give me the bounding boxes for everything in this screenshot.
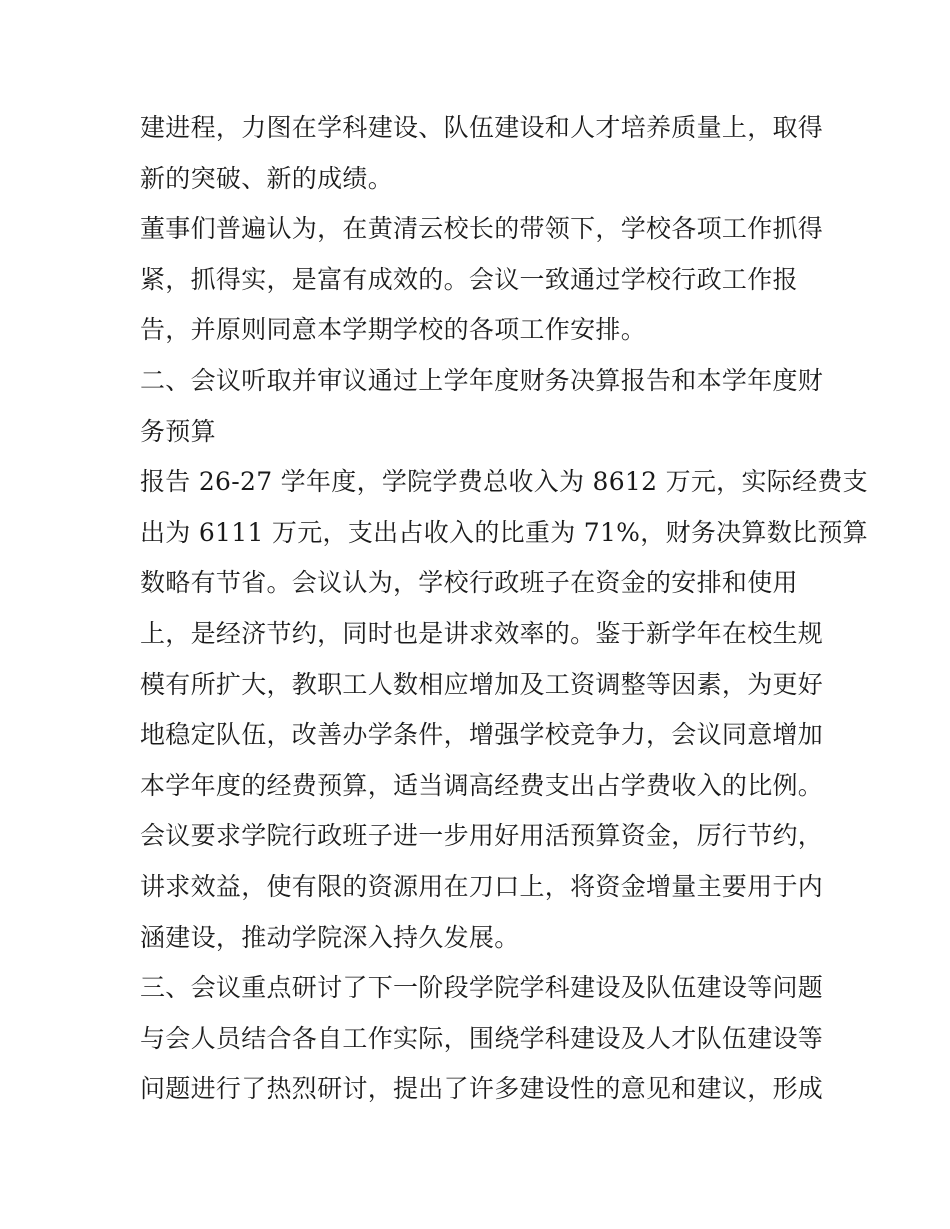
text-line: 与会人员结合各自工作实际，围绕学科建设及人才队伍建设等: [140, 1023, 824, 1053]
text-line: 涵建设，推动学院深入持久发展。: [140, 922, 520, 952]
text-line: 地稳定队伍，改善办学条件，增强学校竞争力，会议同意增加: [140, 720, 824, 750]
text-line: 董事们普遍认为，在黄清云校长的带领下，学校各项工作抓得: [140, 214, 824, 244]
text-line: 新的突破、新的成绩。: [140, 163, 394, 193]
text-line: 模有所扩大，教职工人数相应增加及工资调整等因素，为更好: [140, 669, 824, 699]
text-line: 讲求效益，使有限的资源用在刀口上，将资金增量主要用于内: [140, 871, 824, 901]
text-line: 紧，抓得实，是富有成效的。会议一致通过学校行政工作报: [140, 264, 798, 294]
text-line: 本学年度的经费预算，适当调高经费支出占学费收入的比例。: [140, 770, 824, 800]
text-line: 出为 6111 万元，支出占收入的比重为 71%，财务决算数比预算: [140, 517, 868, 547]
document-body: [140, 103, 868, 1115]
text-line: 会议要求学院行政班子进一步用好用活预算资金，厉行节约，: [140, 821, 824, 851]
text-line: 报告 26-27 学年度，学院学费总收入为 8612 万元，实际经费支: [140, 467, 868, 497]
section-heading-line: 三、会议重点研讨了下一阶段学院学科建设及队伍建设等问题: [140, 973, 824, 1003]
text-line: 告，并原则同意本学期学校的各项工作安排。: [140, 315, 647, 345]
text-line: 建进程，力图在学科建设、队伍建设和人才培养质量上，取得: [140, 113, 824, 142]
text-line: 数略有节省。会议认为，学校行政班子在资金的安排和使用: [140, 568, 798, 598]
text-line: 上，是经济节约，同时也是讲求效率的。鉴于新学年在校生规: [140, 618, 824, 648]
section-heading-line: 二、会议听取并审议通过上学年度财务决算报告和本学年度财: [140, 365, 824, 395]
section-heading-line: 务预算: [140, 416, 216, 446]
text-line: 问题进行了热烈研讨，提出了许多建设性的意见和建议，形成: [140, 1074, 824, 1104]
